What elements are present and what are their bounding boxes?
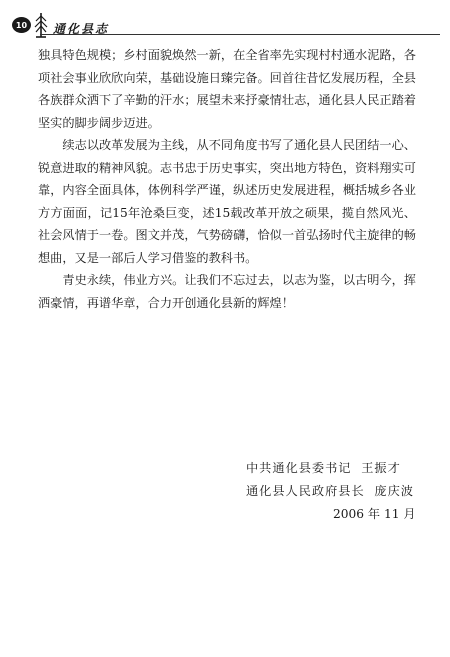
- paragraph-2: 续志以改革发展为主线，从不同角度书写了通化县人民团结一心、锐意进取的精神风貌。志书忠于历史事实，突出地方特色，资料翔实可靠，内容全面具体，体例科学严谨，纵述历史发展进程，概括城乡各业方方面面，记15年沧桑巨变，述15载改革开放之硕果，揽自然风光、社会风情于一卷。图文并茂，气势磅礴，恰似一首弘扬时代主旋律的畅想曲，又是一部后人学习借鉴的教科书。: [38, 138, 416, 265]
- body-text: [38, 44, 416, 314]
- signature-county-head: 通化县人民政府县长 庞庆波: [246, 484, 414, 498]
- paragraph-1: 独具特色规模；乡村面貌焕然一新，在全省率先实现村村通水泥路，各项社会事业欣欣向荣，基础设施日臻完备。回首往昔忆发展历程，全县各族群众洒下了辛勤的汗水；展望未来抒豪情壮志，通化县人民正踏着坚实的脚步阔步迈进。: [38, 48, 416, 130]
- header-rule: [40, 34, 440, 35]
- paragraph-3: 青史永续，伟业方兴。让我们不忘过去，以志为鉴，以古明今，挥洒豪情，再谱华章，合力开创通化县新的辉煌！: [38, 273, 416, 310]
- signature-date: 2006 年 11 月: [333, 507, 416, 521]
- book-title: 通化县志: [53, 21, 110, 36]
- page-number: 10: [12, 17, 31, 33]
- signature-party-secretary: 中共通化县委书记 王振才: [246, 461, 401, 475]
